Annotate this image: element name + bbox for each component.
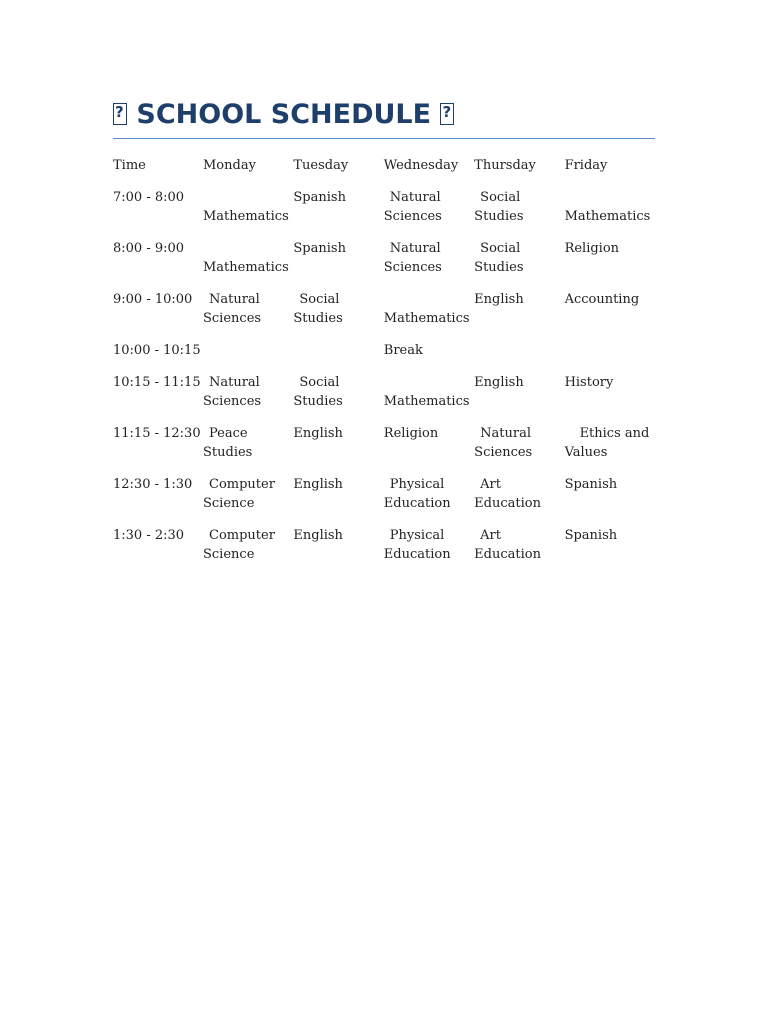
class-cell: English [474,375,524,390]
table-row [113,239,655,290]
class-cell: Social Studies [293,375,343,409]
missing-glyph-icon [440,103,454,125]
class-cell [565,341,655,373]
column-header-thursday: Thursday [474,158,536,173]
class-cell: Physical Education [383,477,451,511]
page-title [113,96,655,139]
class-cell: Peace Studies [203,426,253,460]
class-cell: Physical Education [383,528,451,562]
class-cell: Natural Sciences [203,292,262,326]
class-cell: English [293,426,343,441]
class-cell: Natural Sciences [383,190,442,224]
time-cell: 10:15 - 11:15 [113,375,201,390]
class-cell: Social Studies [474,241,524,275]
table-row [113,290,655,341]
class-cell: History [564,375,614,390]
table-row [113,188,655,239]
class-cell: Social Studies [293,292,343,326]
class-cell: English [293,528,343,543]
time-cell: 11:15 - 12:30 [113,426,201,441]
class-cell: Spanish [293,190,346,205]
class-cell: Spanish [564,528,618,543]
class-cell: Natural Sciences [383,241,442,275]
class-cell: Spanish [293,241,346,256]
class-cell [203,341,293,373]
class-cell: Natural Sciences [203,375,262,409]
class-cell: Computer Science [203,528,275,562]
missing-glyph-icon [113,103,127,125]
document-page [113,96,655,577]
class-cell: Break [383,343,423,358]
table-row [113,424,655,475]
column-header-time: Time [113,158,146,173]
class-cell: English [293,477,343,492]
class-cell: Art Education [474,477,541,511]
class-cell: Mathematics [203,209,289,224]
class-cell: Mathematics [383,394,470,409]
schedule-table [113,156,655,577]
time-cell: 7:00 - 8:00 [113,190,185,205]
title-text: SCHOOL SCHEDULE [136,99,432,130]
class-cell [474,341,564,373]
column-header-monday: Monday [203,158,256,173]
class-cell: Social Studies [474,190,524,224]
class-cell: English [474,292,524,307]
class-cell: Mathematics [564,209,651,224]
time-cell: 8:00 - 9:00 [113,241,185,256]
table-row [113,341,655,373]
time-cell: 1:30 - 2:30 [113,528,185,543]
class-cell: Computer Science [203,477,275,511]
table-row [113,526,655,577]
class-cell: Natural Sciences [474,426,533,460]
time-cell: 9:00 - 10:00 [113,292,193,307]
class-cell: Art Education [474,528,541,562]
class-cell: Religion [383,426,439,441]
table-row [113,373,655,424]
table-row [113,475,655,526]
time-cell: 10:00 - 10:15 [113,343,201,358]
class-cell: Mathematics [383,311,470,326]
class-cell: Mathematics [203,260,289,275]
time-cell: 12:30 - 1:30 [113,477,193,492]
class-cell [293,341,383,373]
class-cell: Spanish [564,477,618,492]
column-header-tuesday: Tuesday [293,158,349,173]
class-cell: Accounting [564,292,640,307]
column-header-wednesday: Wednesday [383,158,459,173]
column-header-friday: Friday [564,158,608,173]
class-cell: Religion [564,241,620,256]
header-row [113,156,655,188]
class-cell: Ethics and Values [564,426,650,460]
